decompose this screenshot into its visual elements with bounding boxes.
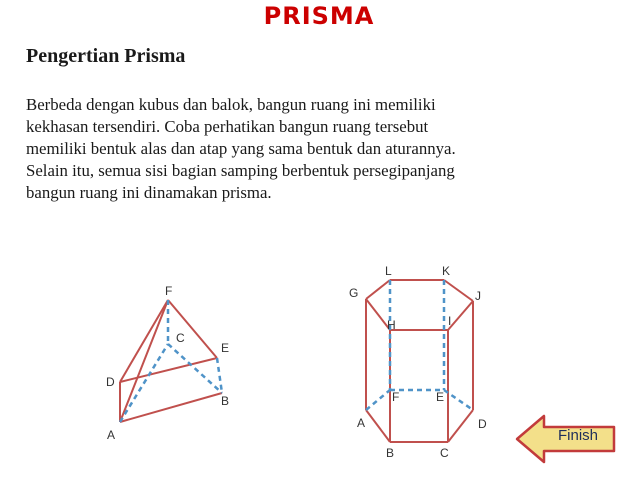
vertex-label-E: E [436,390,445,404]
edge-GL [366,280,390,299]
page-title: PRISMA [263,2,375,30]
finish-label: Finish [557,427,598,444]
vertex-label-K: K [442,264,451,278]
vertex-label-C: C [440,446,449,460]
vertex-label-E: E [221,341,230,355]
vertex-label-D: D [106,375,115,389]
paragraph-line: memiliki bentuk alas dan atap yang sama bentuk dan aturannya. [26,139,456,158]
vertex-label-I: I [448,314,452,328]
paragraph-line: Berbeda dengan kubus dan balok, bangun ruang ini memiliki [26,95,436,114]
finish-button[interactable] [514,412,618,466]
vertex-label-B: B [386,446,395,460]
edge-CD [448,410,473,442]
vertex-label-J: J [475,289,481,303]
vertex-label-A: A [107,428,116,442]
vertex-label-L: L [385,264,392,278]
hidden-edge-AF [366,390,390,410]
edge-JI [448,301,473,330]
edge-AB [366,410,390,442]
section-heading: Pengertian Prisma [26,45,186,67]
paragraph-line: bangun ruang ini dinamakan prisma. [26,183,272,202]
vertex-label-C: C [176,331,185,345]
vertex-label-A: A [357,416,366,430]
paragraph-line: Selain itu, semua sisi bagian samping berbentuk persegipanjang [26,161,455,180]
vertex-label-F: F [392,390,400,404]
vertex-label-F: F [165,284,173,298]
vertex-label-B: B [221,394,230,408]
vertex-label-G: G [349,286,359,300]
vertex-label-H: H [387,318,396,332]
hexagonal-prism-edges [366,280,473,442]
paragraph-line: kekhasan tersendiri. Coba perhatikan bangun ruang tersebut [26,117,429,136]
edge-KJ [444,280,473,301]
vertex-label-D: D [478,417,487,431]
